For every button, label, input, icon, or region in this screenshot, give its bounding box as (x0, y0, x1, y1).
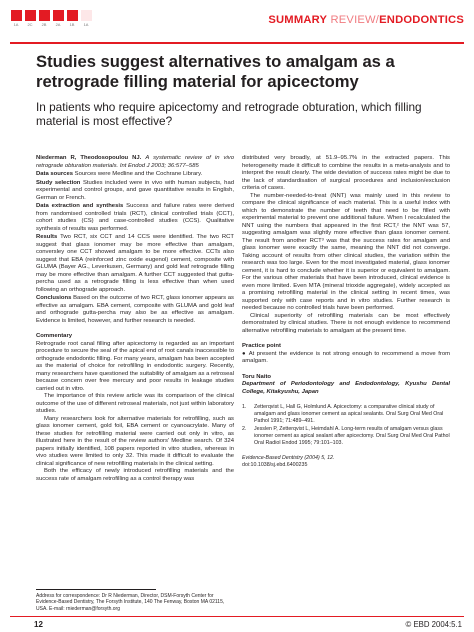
practice-point-text: At present the evidence is not strong enough to recommend a move from amalgam. (242, 350, 451, 364)
abstract-heading: Study selection (36, 179, 81, 186)
commentary-paragraph: Both the efficacy of newly introduced retrofilling materials and the success rate of amalgam retrofilling as a control therapy was (36, 468, 234, 482)
evidence-level-box (38, 10, 50, 27)
commentary-paragraph: Many researchers look for alternative materials for retrofilling, such as glass ionomer cement, gold foil, EBA cement or cyanoacrylate. Many of these studies for retrofilling material were carried out only in vitro, as illustrated here in the result of the review authors' Medline search. Of 324 papers initially identified, 108 papers reported in vitro studies, whereas in vivo studies were limited to only 32. This made it difficult to evaluate the clinical significance of new retrofilling materials in the clinical setting. (36, 415, 234, 467)
doi: doi:10.1038/sj.ebd.6400235 (242, 462, 308, 469)
abstract-section (36, 234, 234, 294)
abstract-text: Two RCT, six CCT and 14 CCS were identified. The two RCT suggest that glass ionomer may be more effective than amalgam, conversley one CCT showed amalgam to be more effective. CCTs also suggest that EBA (reinforced zinc oxide eugenol) cement, composite with GLUMA (Bayer AG., Leverkusen, Germany) and gold leaf retrograde filling may be more effective than amalgam. A further CCT suggested that gutta-percha used as a retrograde filling is less effective than when used following an orthograde approach. (36, 234, 235, 293)
section-endodontics: ENDODONTICS (379, 14, 464, 26)
footnote-rule (36, 589, 156, 590)
level-label: 2C (27, 22, 33, 27)
reference-number: 1. (242, 404, 247, 410)
commentary-paragraph: Retrograde root canal filling after apicectomy is regarded as an important procedure to secure the seal of the apical end of root canals inaccessible to orthograde endodontic filling. For many years, amalgam has been accepted as the material of choice for retrofilling in endodontic surgery. Recently, many researchers have questioned the suitability of amalgam as a retroseal because concern over free mercury and poor results in leakage studies carried out in vitro. (36, 340, 234, 392)
evidence-level-indicator (10, 10, 92, 27)
commentary-paragraph: The number-needed-to-treat (NNT) was mainly used in this review to compare the clinical significance of each material. This is a useful index with which to demonstrate the number of teeth that need to be filled with experimental material to prevent one additional failure. When I recalculated the NNT using the numbers that appeared in the first RCT,² the NNT was 57, suggesting amalgam was slightly more effective than glass ionomer cement. The result from another RCT³ was that the success rates for amalgam and glass ionomer were exactly the same, meaning the NNT did not converge. Taking account of results from other clinical studies, the variation within the research was too large. Even for the most investigated material, glass ionomer cement, it is hard to conclude whether it is superior or equivalent to amalgam. For the various other materials that have been introduced, clinical evidence is even more limited. Even MTA (mineral trioxide aggregate), widely accepted as a promising retrofilling material in the clinical setting in recent times, was supported only with case reports and in vitro studies. Further research is needed because no controlled trials have been performed. (242, 192, 450, 311)
level-square-icon (67, 10, 78, 21)
evidence-level-box (52, 10, 64, 27)
commentary-paragraph: The importance of this review article was its comparison of the clinical outcome of the use of different retroseal materials, not just within laboratory studies. (36, 393, 234, 414)
level-square-icon (11, 10, 22, 21)
citation-authors: Niederman R, Theodosopoulou NJ. (36, 155, 142, 161)
section-header (268, 14, 464, 26)
bullet-icon: ● (242, 350, 247, 357)
level-square-icon (39, 10, 50, 21)
practice-point-heading: Practice point (242, 343, 281, 349)
reference-number: 2. (242, 426, 247, 433)
level-label: 2A (55, 22, 61, 27)
abstract-section (36, 295, 234, 325)
level-label: 1A (83, 22, 89, 27)
page-number: 12 (34, 620, 43, 629)
abstract-text: Studies included were in vivo with human subjects, had experimental and control groups, and gave quantitative results in English, German or French. (36, 179, 234, 201)
section-review: REVIEW/ (330, 14, 380, 26)
reference-text: Jesslen P, Zetterqvist L, Heimdahl A. Long-term results of amalgam versus glass ionomer cement as apical sealant after apicectomy. Oral Surg Oral Med Oral Pathol Oral Radiol Endod 1995; 79:101–103. (254, 426, 450, 446)
level-square-icon (81, 10, 92, 21)
page-footer: © EBD 2004:5.1 (405, 620, 462, 629)
abstract-heading: Data sources (36, 171, 73, 177)
abstract-heading: Data extraction and synthesis (36, 203, 124, 209)
section-summary: SUMMARY (268, 14, 328, 26)
commentator-name: Toru Naito (242, 373, 272, 380)
citation (36, 155, 234, 170)
abstract-section (36, 171, 234, 179)
reference-list (242, 404, 450, 447)
article-title: Studies suggest alternatives to amalgam as a retrograde filling material for apicectomy (36, 52, 395, 91)
evidence-level-box (24, 10, 36, 27)
commentary-left (36, 341, 234, 484)
article-question: In patients who require apicectomy and retrograde obturation, which filling material is most effective? (36, 100, 422, 128)
practice-point (242, 351, 450, 366)
level-square-icon (53, 10, 64, 21)
left-column (36, 155, 234, 483)
abstract-heading: Conclusions (36, 295, 72, 301)
level-label: 1A (13, 22, 19, 27)
abstract-text: Sources were Medline and the Cochrane Library. (74, 171, 203, 177)
reference-item (242, 404, 450, 424)
evidence-level-box (66, 10, 78, 27)
abstract-text: Success and failure rates were derived from randomised controlled trials (RCT), clinical controlled trials (CCT), cohort studies (CS) and case-controlled studies (CCS). Qualitative synthesis of results was performed. (36, 203, 234, 232)
journal-note: Evidence-Based Dentistry (2004) 5, 12. (242, 454, 335, 461)
commentary-paragraph: Clinical superiority of retrofilling materials can be most effectively demonstrated by clinical studies. There is not enough evidence to recommend alternative retrofilling materials to amalgam at the present time. (242, 312, 450, 334)
abstract-text: Based on the outcome of two RCT, glass ionomer appears as effective as amalgam. EBA cement, composite with GLUMA and gold leaf and orthograde gutta-percha may also be as effective as amalgam. Evidence is limited, however, and further research is needed. (36, 295, 234, 324)
commentary-heading: Commentary (36, 333, 73, 339)
level-label: 2B (41, 22, 47, 27)
commentary-paragraph: distributed very broadly, at 51.9–95.7% in the extracted papers. This heterogeneity made it difficult to combine the results in a meta-analysis and to interpret the result clearly. The wide deviation of success rates might be due to the lack of standardisation of surgical procedures and inclusion/exclusion criteria of cases. (242, 155, 450, 191)
evidence-level-box (10, 10, 22, 27)
commentator-affiliation: Department of Periodontology and Endodontology, Kyushu Dental College, Kitakyushu, Japan (242, 381, 450, 395)
right-column (242, 155, 450, 470)
level-label: 1B (69, 22, 75, 27)
abstract-section (36, 203, 234, 233)
abstract-heading: Results (36, 234, 58, 240)
citation-text: A systematic review of in vivo retrograde obturation materials. Int Endod J 2003; 36:577–585 (36, 155, 235, 169)
commentary-right (242, 155, 450, 335)
top-rule (10, 42, 464, 44)
reference-text: Zetterqvist L, Hall G, Holmlund A. Apicectomy: a comparative clinical study of amalgam and glass ionomer cement as apical sealants. Oral Surg Oral Med Oral Pathol 1991; 71:489–491. (254, 404, 444, 424)
abstract (36, 171, 234, 325)
level-square-icon (25, 10, 36, 21)
abstract-section (36, 180, 234, 203)
correspondence-footnote: Address for correspondence: Dr R Niederman, Director, DSM-Forsyth Center for Evidence-Based Dentistry, The Forsyth Institute, 140 The Fenway, Boston MA 02115, USA. E-mail: rniederman@forsyth.org (36, 593, 225, 612)
reference-item (242, 426, 450, 446)
evidence-level-box (80, 10, 92, 27)
bottom-rule (10, 616, 464, 617)
